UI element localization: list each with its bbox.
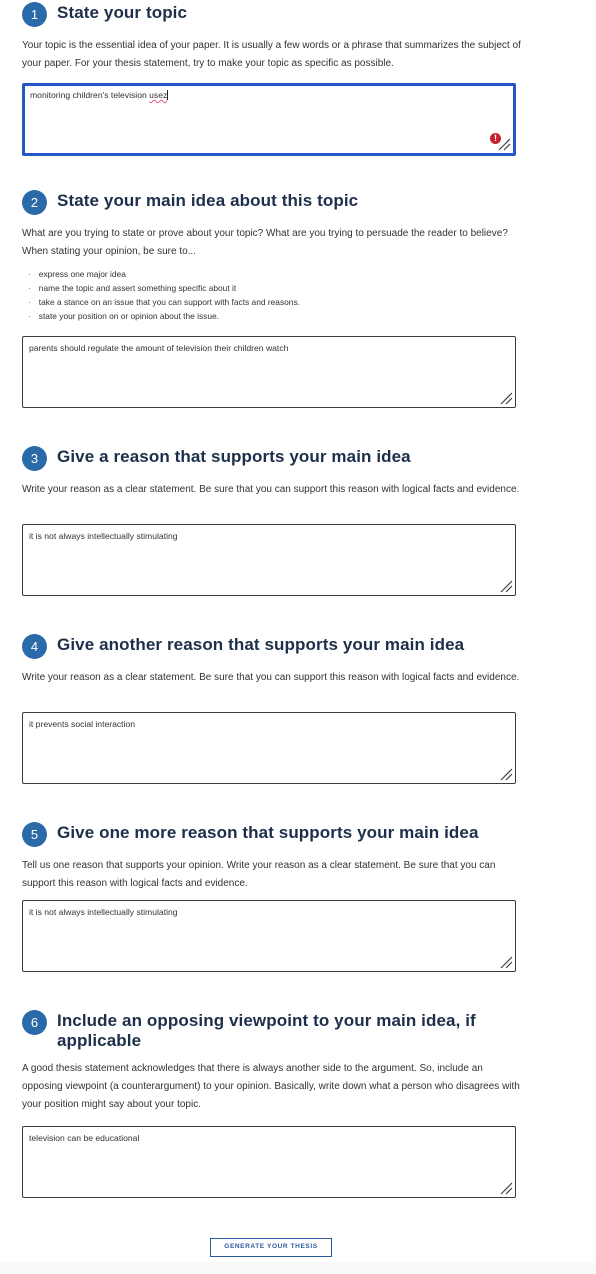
section-description: A good thesis statement acknowledges that there is always another side to the argument. So, include an opposing viewpoint (a counterargument) to your opinion. Basically, write down what a person who disagrees with your position might say about your topic.	[22, 1063, 520, 1110]
topic-text	[30, 90, 168, 100]
section-heading	[22, 823, 522, 847]
section-opposing-viewpoint	[22, 1011, 492, 1051]
generate-thesis-button[interactable]: GENERATE YOUR THESIS	[210, 1238, 332, 1257]
section-description: Write your reason as a clear statement. Be sure that you can support this reason with logical facts and evidence.	[22, 484, 520, 495]
section-title: State your main idea about this topic	[57, 191, 359, 210]
step-number-badge: 3	[22, 446, 47, 471]
reason-2-text: it prevents social interaction	[29, 719, 136, 729]
step-number-badge: 2	[22, 190, 47, 215]
list-item: · take a stance on an issue that you can support with facts and reasons.	[28, 295, 522, 309]
resize-handle-icon[interactable]	[497, 137, 511, 151]
misspelled-word: usez	[149, 90, 168, 100]
resize-handle-icon[interactable]	[499, 579, 513, 593]
reason-2-textarea[interactable]	[22, 712, 516, 784]
reason-1-text: it is not always intellectually stimulating	[29, 531, 178, 541]
section-title: State your topic	[57, 3, 188, 22]
reason-1-textarea[interactable]	[22, 524, 516, 596]
resize-handle-icon[interactable]	[499, 1181, 513, 1195]
error-icon[interactable]: !	[490, 133, 501, 144]
opposing-viewpoint-text: television can be educational	[29, 1133, 140, 1143]
section-reason-1	[22, 447, 522, 499]
section-heading	[22, 191, 522, 215]
section-heading	[22, 635, 522, 659]
section-heading	[22, 3, 522, 27]
section-title: Give a reason that supports your main idea	[57, 447, 411, 466]
section-description: Your topic is the essential idea of your paper. It is usually a few words or a phrase that summarizes the subject of your paper. For your thesis statement, try to make your topic as specific as possible.	[22, 40, 521, 69]
main-idea-text: parents should regulate the amount of television their children watch	[29, 343, 289, 353]
reason-3-textarea[interactable]	[22, 900, 516, 972]
section-title: Give one more reason that supports your main idea	[57, 823, 479, 842]
page-footer	[0, 1262, 596, 1274]
text-caret	[167, 90, 168, 100]
main-idea-textarea[interactable]	[22, 336, 516, 408]
section-description: Write your reason as a clear statement. Be sure that you can support this reason with logical facts and evidence.	[22, 672, 520, 683]
step-number-badge: 1	[22, 2, 47, 27]
guideline-list	[22, 267, 522, 323]
section-topic	[22, 3, 522, 73]
topic-text-main: monitoring children's television	[30, 90, 150, 100]
reason-3-text: it is not always intellectually stimulating	[29, 907, 178, 917]
section-heading	[22, 1011, 492, 1051]
step-number-badge: 4	[22, 634, 47, 659]
section-title: Give another reason that supports your main idea	[57, 635, 465, 654]
list-item: · state your position on or opinion about the issue.	[28, 309, 522, 323]
section-description: Tell us one reason that supports your opinion. Write your reason as a clear statement. Be sure that you can support this reason with logical facts and evidence.	[22, 860, 496, 889]
section-reason-2	[22, 635, 522, 687]
resize-handle-icon[interactable]	[499, 391, 513, 405]
section-main-idea	[22, 191, 522, 323]
section-description: What are you trying to state or prove about your topic? What are you trying to persuade the reader to believe? When stating your opinion, be sure to...	[22, 228, 508, 257]
topic-textarea[interactable]	[22, 83, 516, 156]
section-heading	[22, 447, 522, 471]
step-number-badge: 6	[22, 1010, 47, 1035]
list-item: · express one major idea	[28, 267, 522, 281]
opposing-viewpoint-textarea[interactable]	[22, 1126, 516, 1198]
resize-handle-icon[interactable]	[499, 955, 513, 969]
step-number-badge: 5	[22, 822, 47, 847]
resize-handle-icon[interactable]	[499, 767, 513, 781]
section-title: Include an opposing viewpoint to your main idea, if applicable	[57, 1011, 476, 1050]
section-reason-3	[22, 823, 522, 893]
list-item: · name the topic and assert something specific about it	[28, 281, 522, 295]
